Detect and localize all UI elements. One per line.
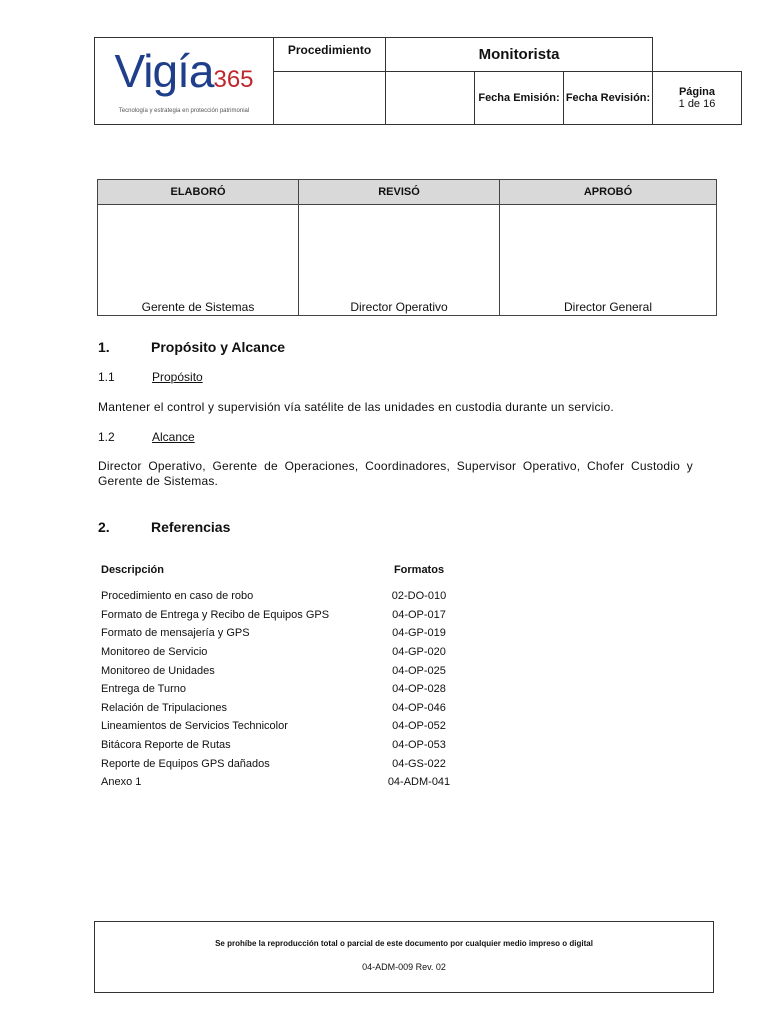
logo-number: 365 <box>213 65 254 93</box>
blank-cell <box>386 72 475 125</box>
subsection-1-2-label: Alcance <box>152 430 195 444</box>
reference-description: Entrega de Turno <box>101 683 187 696</box>
reference-format: 02-DO-010 <box>391 590 447 603</box>
sig-header-aprobo: APROBÓ <box>500 180 717 205</box>
section-2-title: Referencias <box>151 519 231 535</box>
reference-format: 04-OP-053 <box>392 739 446 752</box>
reference-description: Bitácora Reporte de Rutas <box>101 739 231 752</box>
subsection-1-2-number: 1.2 <box>98 430 115 444</box>
footer-code: 04-ADM-009 Rev. 02 <box>362 962 446 972</box>
reference-description: Anexo 1 <box>101 776 142 789</box>
section-1-heading <box>98 339 285 355</box>
page-info <box>653 72 742 125</box>
reference-format: 04-ADM-041 <box>387 776 451 789</box>
col-formats-header: Formatos <box>393 564 445 576</box>
signature-table <box>97 179 717 316</box>
references-header-row <box>101 559 461 581</box>
reference-description: Monitoreo de Servicio <box>101 646 208 659</box>
reference-row <box>101 624 461 643</box>
procedure-value <box>274 72 386 125</box>
subsection-1-1-label: Propósito <box>152 370 203 384</box>
reference-description: Formato de Entrega y Recibo de Equipos GPS <box>101 608 330 621</box>
issue-date-label: Fecha Emisión: <box>475 72 564 125</box>
reference-row <box>101 736 461 755</box>
reference-format: 04-GP-020 <box>392 646 446 659</box>
reference-row <box>101 587 461 606</box>
references-table <box>101 559 461 792</box>
reference-format: 04-OP-025 <box>392 664 446 677</box>
section-2-number: 2. <box>98 519 110 535</box>
reference-row <box>101 661 461 680</box>
section-1-title: Propósito y Alcance <box>151 339 286 355</box>
reference-row <box>101 643 461 662</box>
reference-row <box>101 699 461 718</box>
procedure-label: Procedimiento <box>274 38 386 72</box>
subsection-1-1-number: 1.1 <box>98 370 115 384</box>
purpose-text: Mantener el control y supervisión vía satélite de las unidades en custodia durante un servicio. <box>98 400 614 414</box>
reference-row <box>101 754 461 773</box>
reference-row <box>101 717 461 736</box>
reference-format: 04-GS-022 <box>392 757 446 770</box>
reference-description: Procedimiento en caso de robo <box>101 590 254 603</box>
sig-name-aprobo: Director General <box>500 205 717 316</box>
sig-name-reviso: Director Operativo <box>299 205 500 316</box>
reference-row <box>101 773 461 792</box>
scope-text: Director Operativo, Gerente de Operaciones, Coordinadores, Supervisor Operativo, Chofer Custodio y Gerente de Sistemas. <box>98 459 693 488</box>
col-description-header: Descripción <box>101 564 164 576</box>
sig-name-elaboro: Gerente de Sistemas <box>98 205 299 316</box>
logo-tagline: Tecnología y estrategia en protección patrimonial <box>118 107 250 114</box>
revision-date-label: Fecha Revisión: <box>564 72 653 125</box>
reference-description: Monitoreo de Unidades <box>101 664 215 677</box>
reference-row <box>101 680 461 699</box>
reference-description: Reporte de Equipos GPS dañados <box>101 757 270 770</box>
page-label: Página <box>678 86 716 98</box>
reference-format: 04-GP-019 <box>392 627 446 640</box>
reference-row <box>101 606 461 625</box>
subsection-1-2 <box>98 430 195 444</box>
document-header <box>94 37 742 125</box>
reference-format: 04-OP-028 <box>392 683 446 696</box>
page-value: 1 de 16 <box>678 98 716 110</box>
reference-format: 04-OP-017 <box>392 608 446 621</box>
logo-word: Vigía <box>114 44 214 97</box>
reference-description: Relación de Tripulaciones <box>101 701 227 714</box>
reference-format: 04-OP-052 <box>392 720 446 733</box>
subsection-1-1 <box>98 370 203 384</box>
footer-notice: Se prohíbe la reproducción total o parcial de este documento por cualquier medio impreso o digital <box>215 939 593 948</box>
reference-description: Lineamientos de Servicios Technicolor <box>101 720 288 733</box>
company-logo <box>95 38 274 125</box>
document-title: Monitorista <box>386 38 653 72</box>
sig-header-reviso: REVISÓ <box>299 180 500 205</box>
section-2-heading <box>98 519 230 535</box>
reference-format: 04-OP-046 <box>392 701 446 714</box>
section-1-number: 1. <box>98 339 110 355</box>
sig-header-elaboro: ELABORÓ <box>98 180 299 205</box>
reference-description: Formato de mensajería y GPS <box>101 627 250 640</box>
document-footer <box>94 921 714 993</box>
